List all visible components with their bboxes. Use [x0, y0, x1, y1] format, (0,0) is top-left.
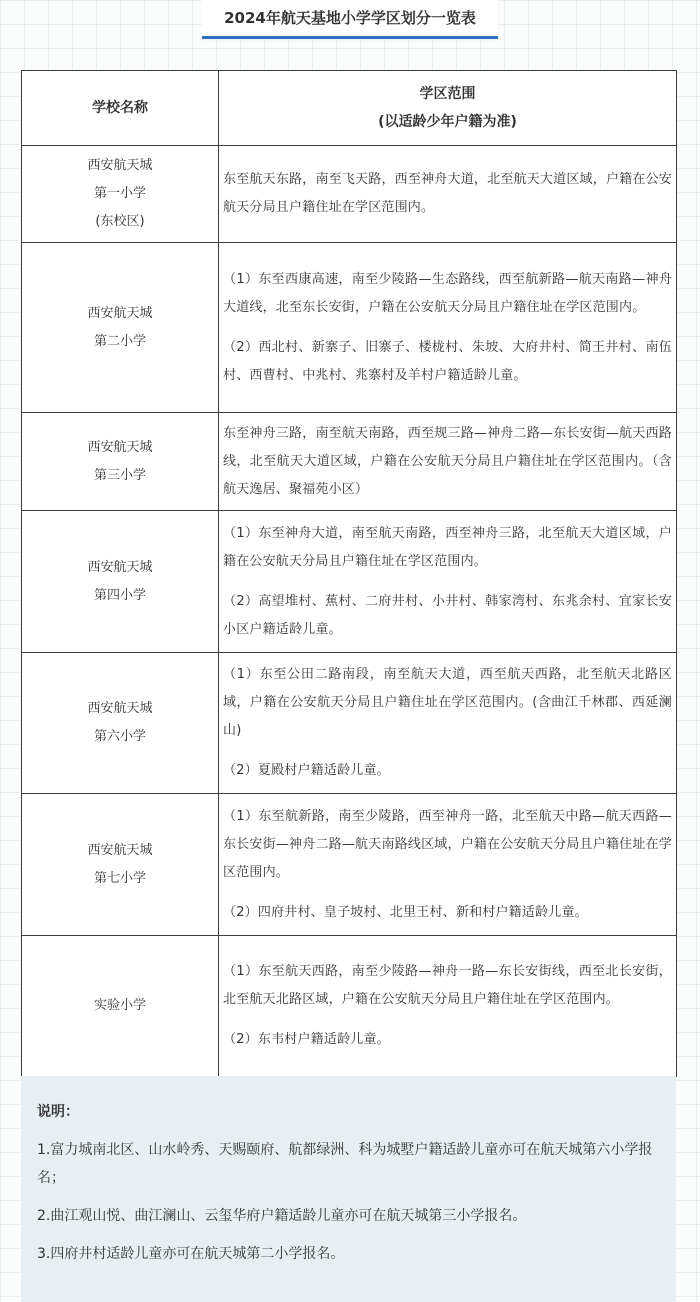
- school-name-cell: [22, 243, 219, 413]
- school-name-line: 第三小学: [93, 467, 146, 483]
- header-school: 学校名称: [22, 71, 219, 146]
- scope-paragraph: （2）夏殿村户籍适龄儿童。: [223, 763, 390, 778]
- scope-paragraph: （2）四府井村、皇子坡村、北里王村、新和村户籍适龄儿童。: [223, 904, 588, 920]
- school-name-line: 第六小学: [93, 729, 146, 744]
- scope-paragraph: 东至神舟三路，南至航天南路，西至规三路—神舟二路—东长安街—航天西路线，北至航天大道区域，户籍在公安航天分局且户籍住址在学区范围内。（含航天逸居、聚福苑小区）: [223, 425, 672, 497]
- district-scope-cell: [219, 413, 677, 511]
- school-name-cell: [22, 413, 219, 511]
- note-item: 1.富力城南北区、山水岭秀、天赐颐府、航都绿洲、科为城墅户籍适龄儿童亦可在航天城第六小学报名；: [37, 1142, 653, 1186]
- table-header-row: [22, 71, 677, 146]
- note-item: 3.四府井村适龄儿童亦可在航天城第二小学报名。: [37, 1246, 345, 1262]
- school-district-table: [21, 70, 677, 1077]
- school-name-line: 第四小学: [93, 587, 146, 603]
- notes-section: [21, 1076, 676, 1302]
- school-name-line: 西安航天城: [87, 439, 153, 455]
- district-scope-cell: [219, 511, 677, 653]
- table-row: [22, 413, 677, 511]
- district-scope-cell: [219, 794, 677, 936]
- notes-title: 说明：: [37, 1104, 79, 1120]
- scope-paragraph: （2）高望堆村、蕉村、二府井村、小井村、韩家湾村、东兆余村、宜家长安小区户籍适龄儿童。: [223, 593, 672, 637]
- table-row: [22, 794, 677, 936]
- scope-paragraph: （1）东至公田二路南段，南至航天大道，西至航天西路，北至航天北路区域，户籍在公安航天分局且户籍住址在学区范围内。(含曲江千林郡、西延澜山): [223, 667, 672, 738]
- scope-paragraph: （2）东韦村户籍适龄儿童。: [223, 1032, 390, 1047]
- district-scope-cell: [219, 243, 677, 413]
- table-row: [22, 936, 677, 1077]
- school-name-cell: [22, 653, 219, 794]
- table-row: [22, 511, 677, 653]
- header-scope-line1: 学区范围: [419, 86, 476, 102]
- note-item: 2.曲江观山悦、曲江澜山、云玺华府户籍适龄儿童亦可在航天城第三小学报名。: [37, 1208, 527, 1224]
- table-row: [22, 243, 677, 413]
- school-name-cell: [22, 794, 219, 936]
- school-name-line: 第一小学: [93, 186, 146, 201]
- school-name-line: 西安航天城: [87, 158, 153, 173]
- school-name-cell: [22, 146, 219, 243]
- school-name-line: 第二小学: [93, 333, 146, 349]
- table-row: [22, 146, 677, 243]
- district-scope-cell: [219, 146, 677, 243]
- school-name-line: (东校区): [95, 214, 145, 229]
- school-name-cell: [22, 511, 219, 653]
- district-scope-cell: [219, 936, 677, 1077]
- scope-paragraph: （1）东至航天西路，南至少陵路—神舟一路—东长安街线，西至北长安街，北至航天北路区域，户籍在公安航天分局且户籍住址在学区范围内。: [223, 964, 672, 1007]
- scope-paragraph: （2）西北村、新寨子、旧寨子、楼栊村、朱坡、大府井村、简王井村、南伍村、西曹村、中兆村、兆寨村及羊村户籍适龄儿童。: [223, 339, 672, 383]
- scope-paragraph: （1）东至西康高速，南至少陵路—生态路线，西至航新路—航天南路—神舟大道线，北至东长安街，户籍在公安航天分局且户籍住址在学区范围内。: [223, 271, 672, 315]
- school-name-line: 西安航天城: [87, 701, 153, 716]
- school-name-cell: [22, 936, 219, 1077]
- school-name-line: 西安航天城: [87, 305, 153, 321]
- header-scope: [219, 71, 677, 146]
- page-title: 2024年航天基地小学学区划分一览表: [202, 0, 498, 39]
- header-scope-line2: (以适龄少年户籍为准): [378, 114, 517, 130]
- scope-paragraph: （1）东至航新路，南至少陵路，西至神舟一路，北至航天中路—航天西路—东长安街—神舟二路—航天南路线区域，户籍在公安航天分局且户籍住址在学区范围内。: [223, 808, 672, 880]
- district-scope-cell: [219, 653, 677, 794]
- school-name-line: 第七小学: [93, 870, 146, 886]
- scope-paragraph: （1）东至神舟大道，南至航天南路，西至神舟三路，北至航天大道区域，户籍在公安航天分局且户籍住址在学区范围内。: [223, 525, 672, 569]
- table-row: [22, 653, 677, 794]
- school-name-line: 西安航天城: [87, 842, 153, 858]
- scope-paragraph: 东至航天东路，南至飞天路，西至神舟大道，北至航天大道区域，户籍在公安航天分局且户籍住址在学区范围内。: [223, 172, 672, 215]
- school-name-line: 西安航天城: [87, 559, 153, 575]
- school-name-line: 实验小学: [93, 998, 146, 1013]
